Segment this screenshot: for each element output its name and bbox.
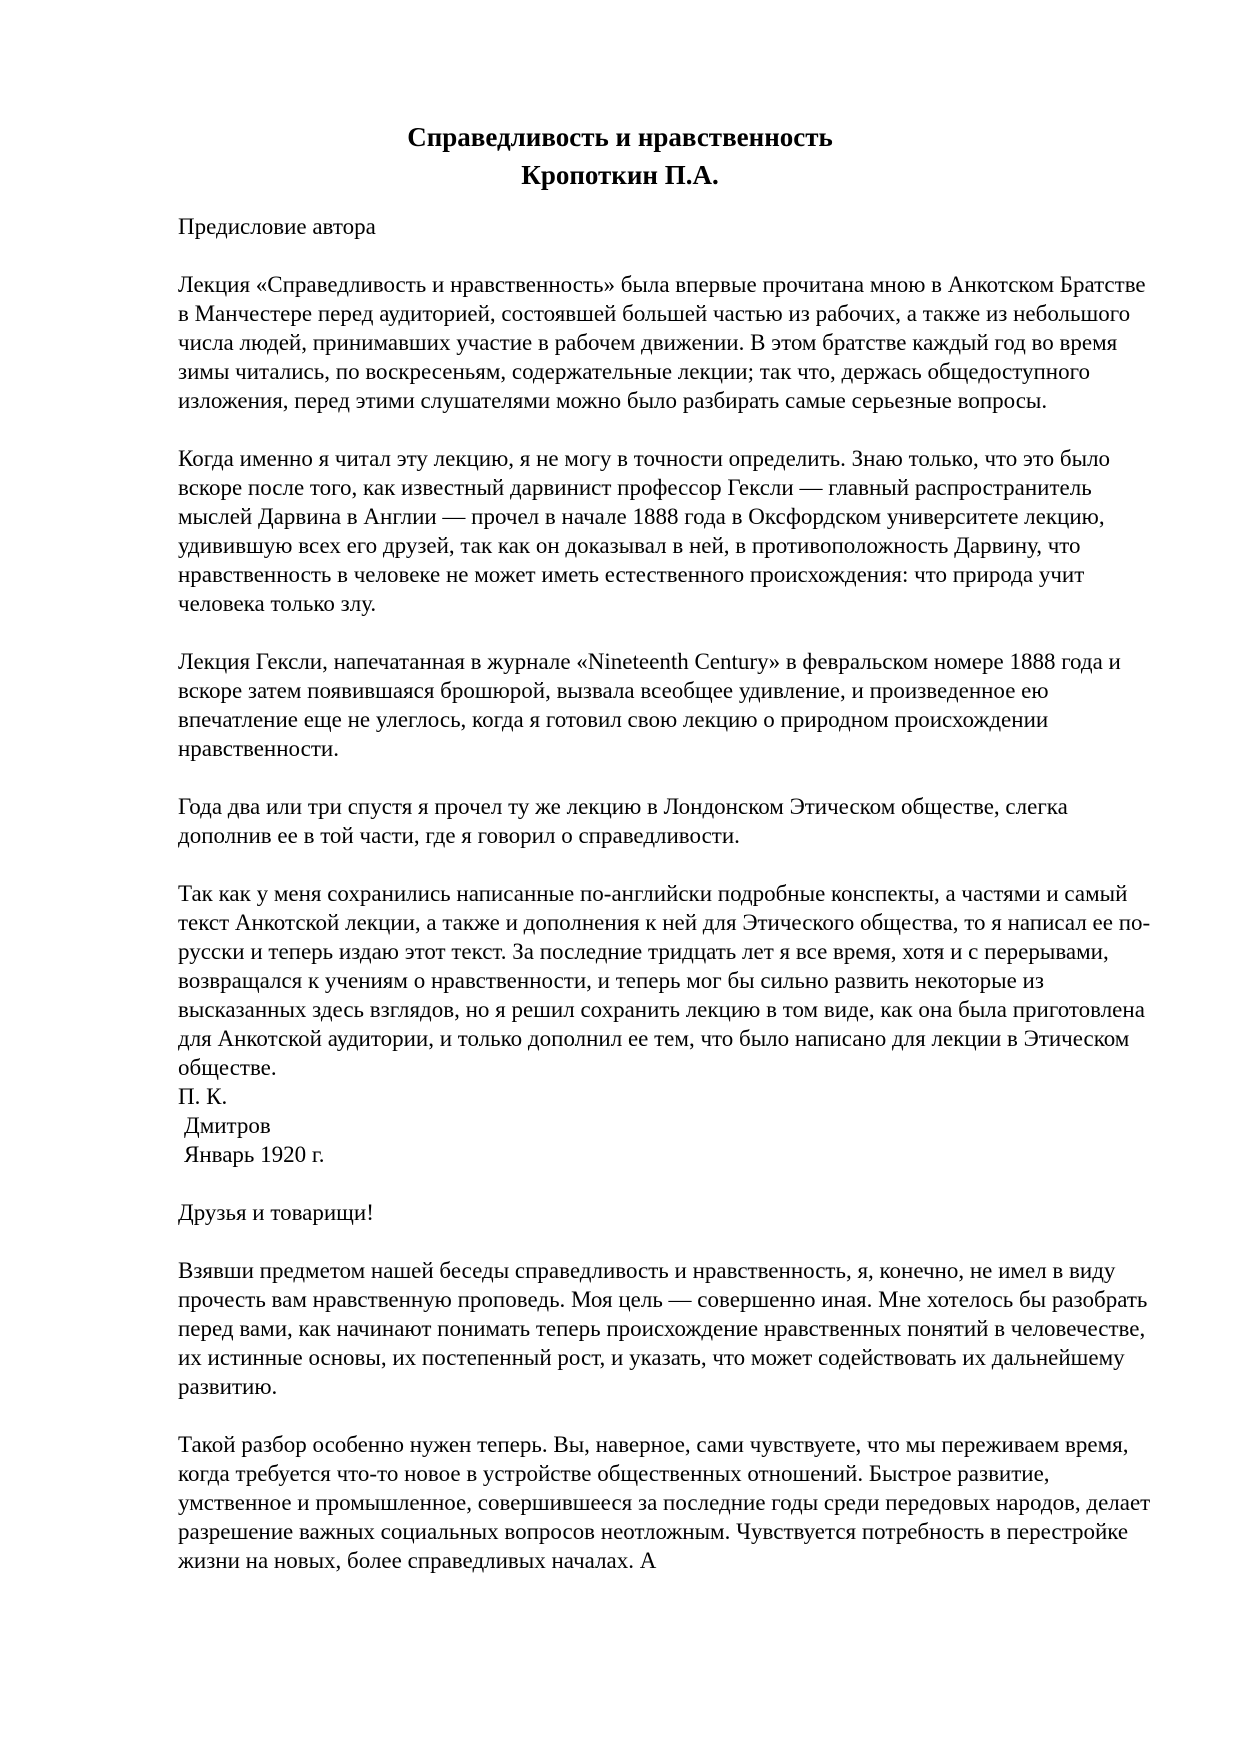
signature-date: Январь 1920 г.	[184, 1142, 325, 1167]
document-body	[178, 212, 1158, 1575]
document-title: Справедливость и нравственность	[407, 122, 833, 152]
signature: П. К.	[178, 1084, 228, 1109]
preface-heading: Предисловие автора	[178, 214, 376, 239]
preface-paragraph-3: Лекция Гексли, напечатанная в журнале «Nineteenth Century» в февральском номере 1888 года и вскоре затем появившаяся брошюрой, вызвала всеобщее удивление, и произведенное ею впечатление еще не улеглось, когда я готовил свою лекцию о природном происхождении нравственности.	[178, 649, 1121, 761]
lecture-paragraph-1: Взявши предметом нашей беседы справедливость и нравственность, я, конечно, не имел в виду прочесть вам нравственную проповедь. Моя цель — совершенно иная. Мне хотелось бы разобрать перед вами, как начинают понимать теперь происхождение нравственных понятий в человечестве, их истинные основы, их постепенный рост, и указать, что может содействовать их дальнейшему развитию.	[178, 1258, 1148, 1399]
preface-paragraph-1: Лекция «Справедливость и нравственность» была впервые прочитана мною в Анкотском Братстве в Манчестере перед аудиторией, состоявшей большей частью из рабочих, а также из небольшого числа людей, принимавших участие в рабочем движении. В этом братстве каждый год во время зимы читались, по воскресеньям, содержательные лекции; так что, держась общедоступного изложения, перед этими слушателями можно было разбирать самые серьезные вопросы.	[178, 272, 1146, 413]
preface-paragraph-2: Когда именно я читал эту лекцию, я не могу в точности определить. Знаю только, что это было вскоре после того, как известный дарвинист профессор Гексли — главный распространитель мыслей Дарвина в Англии — прочел в начале 1888 года в Оксфордском университете лекцию, удивившую всех его друзей, так как он доказывал в ней, в противоположность Дарвину, что нравственность в человеке не может иметь естественного происхождения: что природа учит человека только злу.	[178, 446, 1111, 616]
lecture-greeting: Друзья и товарищи!	[178, 1200, 374, 1225]
signature-place: Дмитров	[184, 1113, 271, 1138]
preface-paragraph-4: Года два или три спустя я прочел ту же лекцию в Лондонском Этическом обществе, слегка дополнив ее в той части, где я говорил о справедливости.	[178, 794, 1068, 848]
preface-paragraph-5: Так как у меня сохранились написанные по-английски подробные конспекты, а частями и самый текст Анкотской лекции, а также и дополнения к ней для Этического общества, то я написал ее по-русски и теперь издаю этот текст. За последние тридцать лет я все время, хотя и с перерывами, возвращался к учениям о нравственности, и теперь мог бы сильно развить некоторые из высказанных здесь взглядов, но я решил сохранить лекцию в том виде, как она была приготовлена для Анкотской аудитории, и только дополнил ее тем, что было написано для лекции в Этическом обществе.	[178, 881, 1151, 1080]
document-author: Кропоткин П.А.	[521, 160, 719, 190]
lecture-paragraph-2: Такой разбор особенно нужен теперь. Вы, наверное, сами чувствуете, что мы переживаем время, когда требуется что-то новое в устройстве общественных отношений. Быстрое развитие, умственное и промышленное, совершившееся за последние годы среди передовых народов, делает разрешение важных социальных вопросов неотложным. Чувствуется потребность в перестройке жизни на новых, более справедливых началах. А	[178, 1432, 1151, 1573]
title-block	[0, 118, 1240, 194]
